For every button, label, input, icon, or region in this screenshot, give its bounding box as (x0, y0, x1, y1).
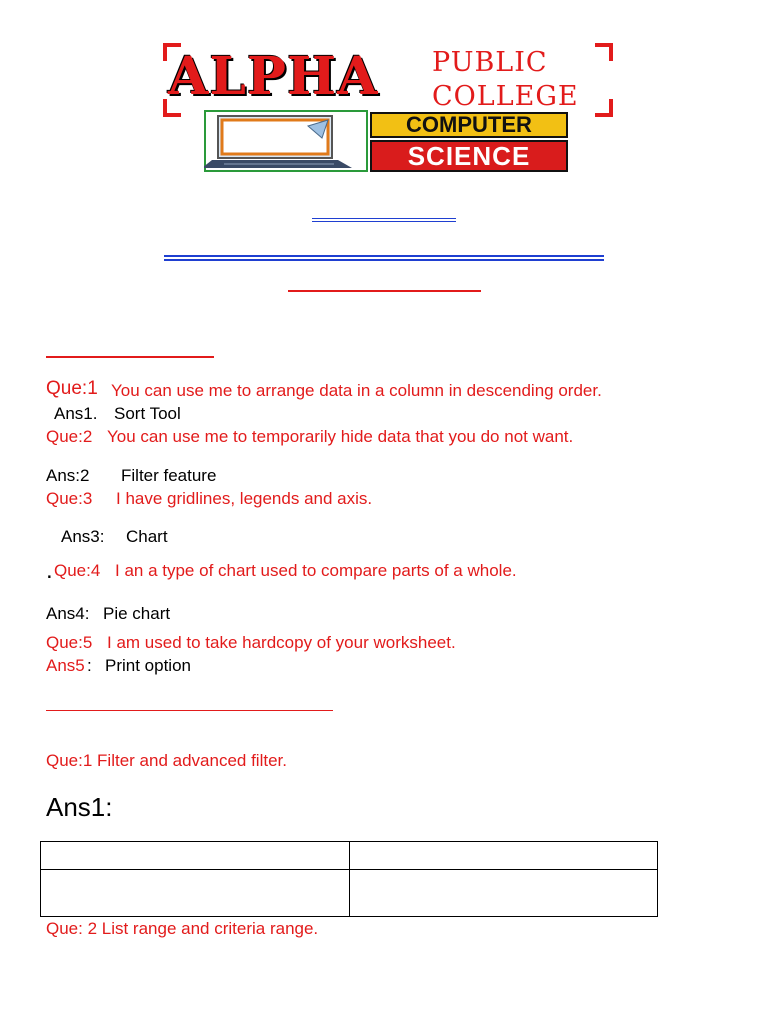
table-row (41, 842, 658, 870)
logo-corner (595, 99, 613, 117)
question-label: Que:4 (54, 561, 101, 580)
section-underline (46, 710, 333, 711)
table-cell (41, 842, 350, 870)
answer-label: Ans3: (61, 527, 105, 546)
question-text: Que: 2 List range and criteria range. (46, 919, 319, 938)
bullet-dot: . (46, 557, 53, 584)
question-label: Que:3 (46, 489, 93, 508)
heading-underline (288, 290, 481, 292)
question-label: Que:5 (46, 633, 93, 652)
question-label: Que:2 (46, 427, 93, 446)
question-text: I an a type of chart used to compare parts of a whole. (115, 561, 517, 580)
heading-underline (164, 255, 604, 257)
question-label: Que:1 (46, 378, 98, 399)
answer-label: Ans:2 (46, 466, 90, 485)
answer-text: Chart (126, 527, 168, 546)
answer-text: Sort Tool (114, 404, 181, 423)
table-row (41, 870, 658, 917)
logo-computer-badge: COMPUTER (370, 112, 568, 138)
answer-text: Print option (105, 656, 191, 675)
heading-underline (312, 221, 456, 222)
table-cell (350, 870, 658, 917)
question-text: I have gridlines, legends and axis. (116, 489, 373, 508)
answer-text: Pie chart (103, 604, 171, 623)
answer-table (40, 841, 658, 917)
question-text: You can use me to arrange data in a column in descending order. (111, 381, 602, 400)
heading-underline (164, 259, 604, 261)
section-underline (46, 356, 214, 358)
answer-heading: Ans1: (46, 792, 113, 822)
answer-label: Ans1. (54, 404, 98, 423)
table-cell (350, 842, 658, 870)
logo-science-badge: SCIENCE (370, 140, 568, 172)
table-cell (41, 870, 350, 917)
question-text: I am used to take hardcopy of your worksheet. (107, 633, 456, 652)
logo-alpha-text: ALPHA (168, 46, 379, 107)
heading-underline (312, 218, 456, 219)
answer-colon: : (87, 656, 92, 675)
question-text: Que:1 Filter and advanced filter. (46, 751, 287, 770)
answer-text: Filter feature (121, 466, 217, 485)
laptop-icon (204, 110, 368, 172)
answer-label: Ans5 (46, 656, 85, 675)
question-text: You can use me to temporarily hide data that you do not want. (107, 427, 574, 446)
answer-label: Ans4: (46, 604, 90, 623)
logo-corner (595, 43, 613, 61)
logo-public-text: PUBLIC (432, 47, 548, 78)
logo-college-text: COLLEGE (432, 81, 579, 112)
